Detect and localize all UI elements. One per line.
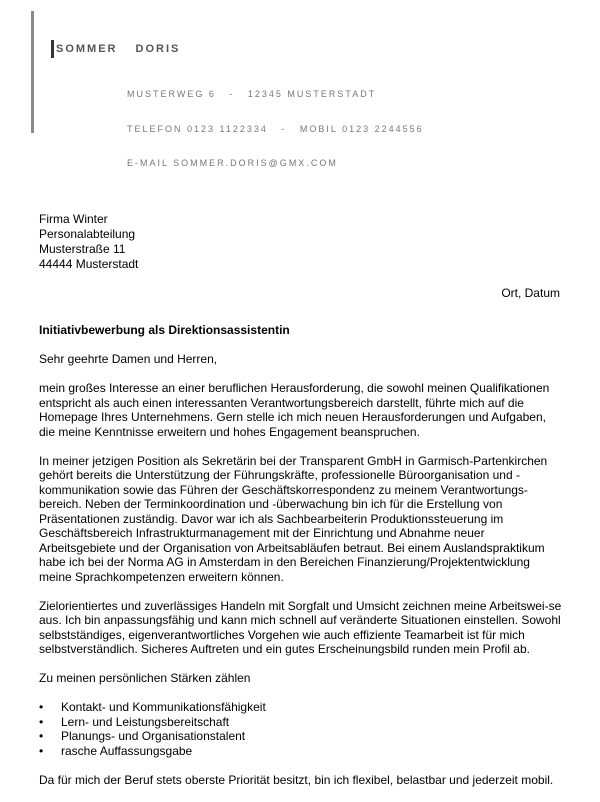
salutation: Sehr geehrte Damen und Herren, xyxy=(39,352,218,366)
paragraph-qualities: Zielorientiertes und zuverlässiges Handeln mit Sorgfalt und Umsicht zeichnen meine Arbeitswei-se aus. Ich bin anpassungsfähig und kann mich schnell auf veränderte Situationen einstellen. Sowohl selbstständiges, eigenverantwortliches Vorgehen wie auch effiziente Teamarbeit ist für mich selbstverständlich. Sicheres Auftreten und ein gutes Erscheinungsbild runden mein Profil ab. xyxy=(39,598,562,656)
list-item: • Planungs- und Organisationstalent xyxy=(39,729,563,744)
sender-contact-block xyxy=(127,66,424,181)
letter-subject: Initiativbewerbung als Direktionsassistentin xyxy=(39,323,290,337)
strengths-list xyxy=(39,700,563,758)
list-item: • rasche Auffassungsgabe xyxy=(39,744,563,759)
sender-email-line: E-MAIL SOMMER.DORIS@GMX.COM xyxy=(127,158,338,168)
sender-name xyxy=(51,40,180,58)
sender-last-name: SOMMER xyxy=(56,43,118,55)
list-item: • Lern- und Leistungsbereitschaft xyxy=(39,715,563,730)
header-accent-bar xyxy=(31,11,34,133)
sender-address-line: MUSTERWEG 6 - 12345 MUSTERSTADT xyxy=(127,89,377,99)
recipient-address xyxy=(39,212,138,272)
sender-phone-line: TELEFON 0123 1122334 - MOBIL 0123 2244556 xyxy=(127,123,424,134)
recipient-department: Personalabteilung xyxy=(39,227,136,241)
list-item: • Kontakt- und Kommunikationsfähigkeit xyxy=(39,700,563,715)
paragraph-experience: In meiner jetzigen Position als Sekretärin bei der Transparent GmbH in Garmisch-Partenkirchen gehört bereits die Unterstützung der Führungskräfte, professionelle Büroorganisation und -kommunikation sowie das Führen der Geschäftskorrespondenz zu meinem Verantwortungs-bereich. Neben der Terminkoordination und -überwachung bin ich für die Erstellung von Präsentationen zuständig. Davor war ich als Sachbearbeiterin Produktionssteuerung im Geschäftsbereich Infrastrukturmanagement mit der Einrichtung und Abnahme neuer Arbeitsgebiete und der Organisation von Arbeitsabläufen betraut. Bei einem Auslandspraktikum habe ich bei der Norma AG in Amsterdam in den Bereichen Finanzierung/Projektentwicklung meine Sprachkompetenzen erweitern können. xyxy=(39,453,548,584)
recipient-city: 44444 Musterstadt xyxy=(39,257,139,271)
paragraph-intro: mein großes Interesse an einer beruflichen Herausforderung, die sowohl meinen Qualifikationen entspricht als auch einen interessanten Verantwortungsbereich darstellt, führte mich auf die Homepage Ihres Unternehmens. Gern stelle ich mich neuen Herausforderungen und Aufgaben, die meine Kenntnisse erweitern und hohes Engagement beanspruchen. xyxy=(39,381,550,439)
paragraph-closing: Da für mich der Beruf stets oberste Priorität besitzt, bin ich flexibel, belastbar und jederzeit mobil. xyxy=(39,772,554,787)
sender-first-name: DORIS xyxy=(135,43,181,55)
paragraph-strengths-intro: Zu meinen persönlichen Stärken zählen xyxy=(39,671,251,685)
letter-body xyxy=(39,323,563,802)
recipient-street: Musterstraße 11 xyxy=(39,242,126,256)
place-date: Ort, Datum xyxy=(501,286,560,300)
recipient-company: Firma Winter xyxy=(39,212,108,226)
